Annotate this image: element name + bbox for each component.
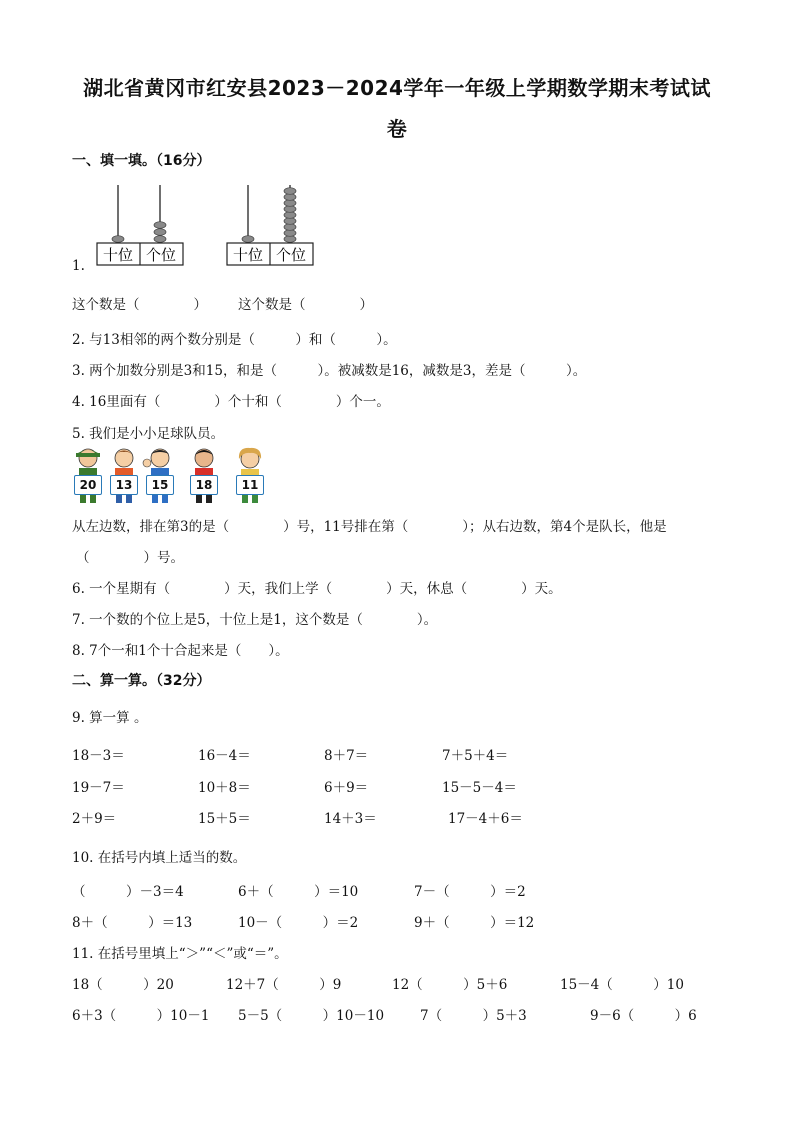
abacus-1	[96, 183, 188, 267]
q9-item: 15＋5＝	[198, 811, 251, 827]
player-number-card: 15	[146, 475, 174, 495]
q10-item: 10－（ ）＝2	[238, 915, 359, 931]
question-2: 2. 与13相邻的两个数分别是（ ）和（ ）。	[72, 332, 397, 348]
question-7: 7. 一个数的个位上是5，十位上是1，这个数是（ ）。	[72, 612, 438, 628]
abacus-2	[226, 183, 318, 267]
abacus-1-tens-beads	[112, 236, 124, 243]
section-1-heading: 一、填一填。（16分）	[72, 153, 211, 169]
q9-item: 8＋7＝	[324, 748, 369, 764]
abacus-1-ones-label: 个位	[145, 246, 177, 264]
q11-item: 12＋7（ ）9	[226, 977, 342, 993]
player-1	[70, 447, 106, 505]
q9-item: 14＋3＝	[324, 811, 377, 827]
question-9: 9. 算一算 。	[72, 710, 148, 726]
q9-item: 17－4＋6＝	[448, 811, 523, 827]
abacus-2-tens-label: 十位	[232, 246, 264, 264]
player-3	[142, 447, 178, 505]
abacus-2-ones-beads	[284, 188, 296, 243]
q11-item: 12（ ）5＋6	[392, 977, 508, 993]
q1-number: 1.	[72, 258, 85, 274]
q11-item: 15－4（ ）10	[560, 977, 684, 993]
q10-item: （ ）－3＝4	[72, 884, 184, 900]
abacus-1-ones-beads	[154, 222, 166, 243]
q10-item: 7－（ ）＝2	[414, 884, 526, 900]
question-3: 3. 两个加数分别是3和15，和是（ ）。被减数是16，减数是3，差是（ ）。	[72, 363, 587, 379]
q9-item: 15－5－4＝	[442, 780, 517, 796]
q10-item: 9＋（ ）＝12	[414, 915, 535, 931]
q11-item: 18（ ）20	[72, 977, 174, 993]
player-4	[186, 447, 222, 505]
section-2-heading: 二、算一算。（32分）	[72, 673, 211, 689]
abacus-2-tens-beads	[242, 236, 254, 243]
question-6: 6. 一个星期有（ ）天，我们上学（ ）天，休息（ ）天。	[72, 581, 562, 597]
q11-item: 9－6（ ）6	[590, 1008, 697, 1024]
q9-item: 7＋5＋4＝	[442, 748, 509, 764]
question-8: 8. 7个一和1个十合起来是（ ）。	[72, 643, 289, 659]
player-number-card: 20	[74, 475, 102, 495]
question-4: 4. 16里面有（ ）个十和（ ）个一。	[72, 394, 390, 410]
q11-item: 5－5（ ）10－10	[238, 1008, 385, 1024]
q10-item: 8＋（ ）＝13	[72, 915, 193, 931]
football-players	[70, 447, 282, 505]
q9-item: 16－4＝	[198, 748, 251, 764]
q9-item: 18－3＝	[72, 748, 125, 764]
q9-item: 6＋9＝	[324, 780, 369, 796]
q5-text-line2: （ ）号。	[76, 550, 184, 566]
q1-answer-right: 这个数是（ ）	[238, 297, 373, 313]
q1-answer-left: 这个数是（ ）	[72, 297, 207, 313]
page-title-line2: 卷	[386, 117, 408, 141]
question-11: 11. 在括号里填上“＞”“＜”或“＝”。	[72, 946, 288, 962]
q9-item: 2＋9＝	[72, 811, 117, 827]
player-number-card: 13	[110, 475, 138, 495]
player-2	[106, 447, 142, 505]
q10-item: 6＋（ ）＝10	[238, 884, 359, 900]
abacus-1-tens-label: 十位	[102, 246, 134, 264]
player-number-card: 11	[236, 475, 264, 495]
abacus-2-ones-label: 个位	[275, 246, 307, 264]
page-title-line1: 湖北省黄冈市红安县2023－2024学年一年级上学期数学期末考试试	[83, 76, 711, 100]
q9-item: 10＋8＝	[198, 780, 251, 796]
player-5	[232, 447, 268, 505]
player-number-card: 18	[190, 475, 218, 495]
question-5: 5. 我们是小小足球队员。	[72, 426, 225, 442]
q11-item: 7（ ）5＋3	[420, 1008, 527, 1024]
q9-item: 19－7＝	[72, 780, 125, 796]
abacus-1-drawing	[96, 183, 188, 267]
q5-text-line1: 从左边数，排在第3的是（ ）号，11号排在第（ ）；从右边数，第4个是队长，他是	[72, 519, 667, 535]
abacus-2-drawing	[226, 183, 318, 267]
question-10: 10. 在括号内填上适当的数。	[72, 850, 247, 866]
q11-item: 6＋3（ ）10－1	[72, 1008, 210, 1024]
